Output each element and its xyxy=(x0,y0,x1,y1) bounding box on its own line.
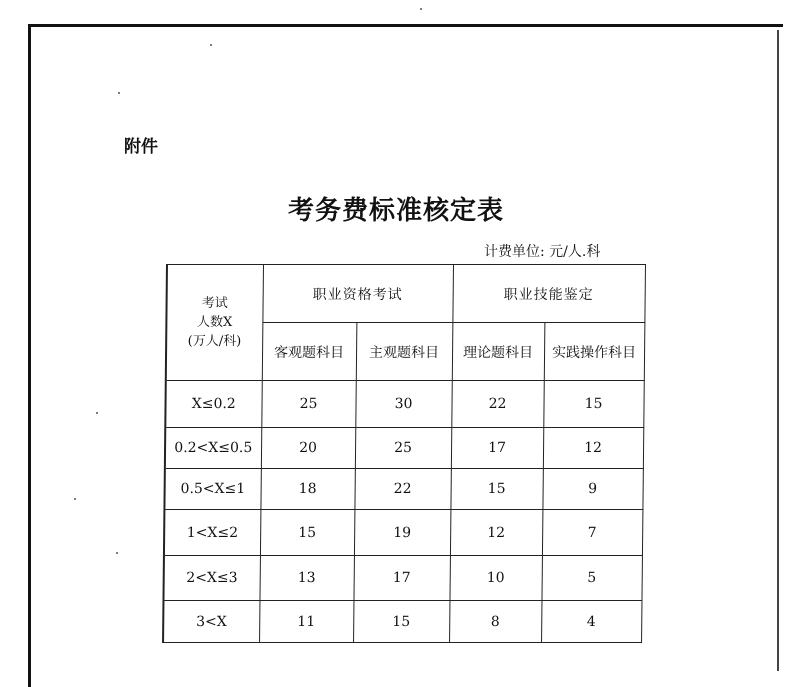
table-row xyxy=(163,601,641,643)
range-cell: 0.5<X≤1 xyxy=(164,469,260,510)
table-row xyxy=(164,510,642,556)
value-cell: 19 xyxy=(354,510,450,556)
fee-standard-table xyxy=(162,264,645,643)
value-cell: 4 xyxy=(541,601,641,643)
value-cell: 15 xyxy=(260,510,354,556)
corner-header-line: (万人/科) xyxy=(187,334,242,349)
table-row xyxy=(165,381,643,428)
value-cell: 17 xyxy=(353,556,449,601)
value-cell: 18 xyxy=(260,469,354,510)
document-title: 考务费标准核定表 xyxy=(287,196,504,226)
range-cell: X≤0.2 xyxy=(165,381,261,428)
corner-header-line: 考试 xyxy=(201,296,228,311)
table-header-row xyxy=(166,265,645,323)
value-cell: 13 xyxy=(259,556,353,601)
group-header-skill-appraisal: 职业技能鉴定 xyxy=(452,265,645,323)
subheader-practical: 实践操作科目 xyxy=(544,323,645,381)
range-cell: 2<X≤3 xyxy=(163,556,259,601)
value-cell: 5 xyxy=(541,556,641,601)
value-cell: 25 xyxy=(355,428,451,469)
value-cell: 22 xyxy=(451,381,543,428)
scan-speck xyxy=(420,8,422,10)
range-cell: 3<X xyxy=(163,601,259,643)
value-cell: 12 xyxy=(543,428,643,469)
value-cell: 17 xyxy=(451,428,543,469)
range-cell: 1<X≤2 xyxy=(164,510,260,556)
value-cell: 15 xyxy=(353,601,449,643)
value-cell: 7 xyxy=(542,510,642,556)
value-cell: 10 xyxy=(449,556,541,601)
value-cell: 8 xyxy=(449,601,541,643)
value-cell: 15 xyxy=(450,469,542,510)
group-header-qualification: 职业资格考试 xyxy=(262,265,453,323)
range-cell: 0.2<X≤0.5 xyxy=(165,428,261,469)
subheader-theory: 理论题科目 xyxy=(452,323,545,381)
value-cell: 9 xyxy=(542,469,642,510)
subheader-subjective: 主观题科目 xyxy=(356,323,453,381)
subheader-objective: 客观题科目 xyxy=(262,323,357,381)
corner-header-cell xyxy=(166,265,263,381)
value-cell: 25 xyxy=(261,381,355,428)
value-cell: 20 xyxy=(261,428,355,469)
value-cell: 11 xyxy=(259,601,353,643)
page-right-edge xyxy=(777,30,779,671)
value-cell: 15 xyxy=(543,381,643,428)
table-row xyxy=(165,428,643,469)
attachment-label: 附件 xyxy=(124,137,158,157)
value-cell: 30 xyxy=(355,381,451,428)
table-row xyxy=(163,556,641,601)
value-cell: 12 xyxy=(450,510,542,556)
table-row xyxy=(164,469,642,510)
unit-note: 计费单位: 元/人.科 xyxy=(484,244,601,260)
corner-header-line: 人数X xyxy=(196,315,233,330)
value-cell: 22 xyxy=(354,469,450,510)
